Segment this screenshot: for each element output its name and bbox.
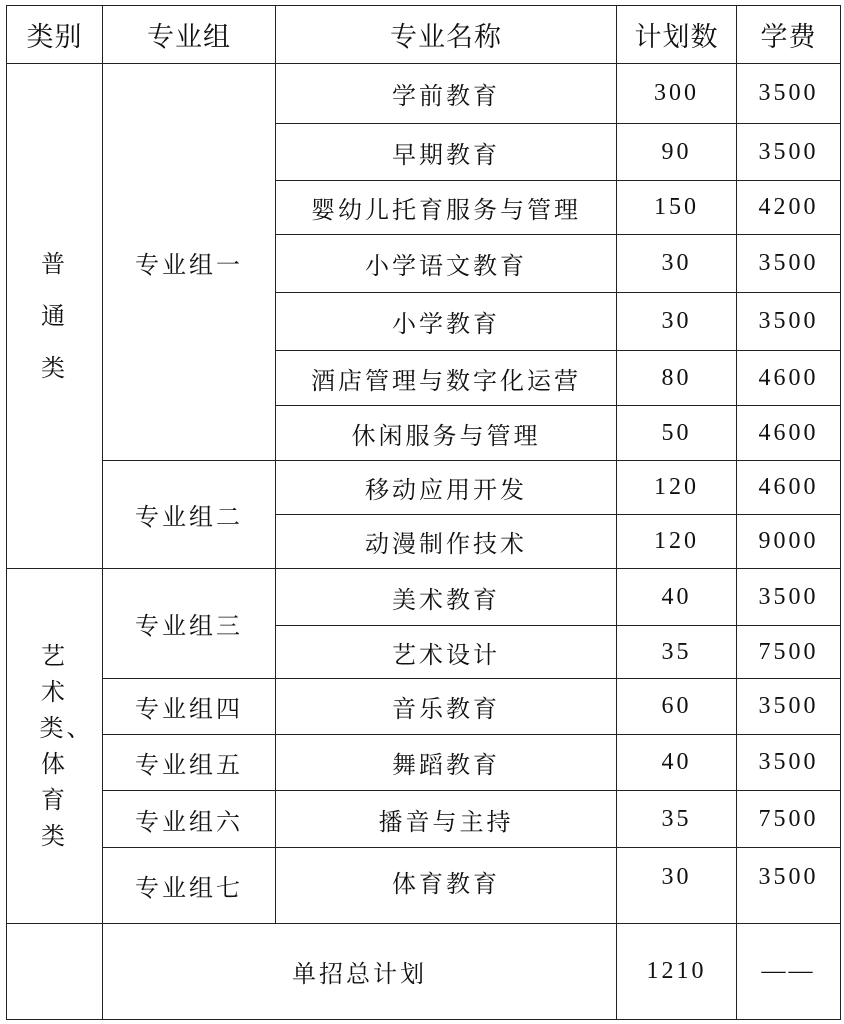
header-fee: 学费 <box>737 6 841 64</box>
quota-value: 30 <box>617 293 737 351</box>
major-name: 休闲服务与管理 <box>276 406 617 461</box>
category-arts-sports-label: 艺术类、体育类 <box>39 642 94 850</box>
quota-value: 120 <box>617 515 737 569</box>
major-name: 学前教育 <box>276 64 617 124</box>
table-row <box>7 848 841 924</box>
quota-value: 80 <box>617 351 737 406</box>
enrollment-plan-table <box>6 5 841 1020</box>
fee-value: 3500 <box>737 64 841 124</box>
table-row <box>7 735 841 791</box>
total-fee: —— <box>737 924 841 1020</box>
major-name: 音乐教育 <box>276 679 617 735</box>
header-row <box>7 6 841 64</box>
major-name: 舞蹈教育 <box>276 735 617 791</box>
group-6: 专业组六 <box>103 791 276 848</box>
fee-value: 4200 <box>737 181 841 235</box>
fee-value: 3500 <box>737 124 841 181</box>
major-name: 美术教育 <box>276 569 617 626</box>
fee-value: 4600 <box>737 406 841 461</box>
quota-value: 40 <box>617 569 737 626</box>
category-general <box>7 64 103 569</box>
category-arts-sports <box>7 569 103 924</box>
fee-value: 3500 <box>737 293 841 351</box>
quota-value: 30 <box>617 848 737 924</box>
major-name: 早期教育 <box>276 124 617 181</box>
major-name: 体育教育 <box>276 848 617 924</box>
total-empty-cell <box>7 924 103 1020</box>
table-row <box>7 569 841 626</box>
quota-value: 150 <box>617 181 737 235</box>
total-label: 单招总计划 <box>103 924 617 1020</box>
quota-value: 30 <box>617 235 737 293</box>
header-quota: 计划数 <box>617 6 737 64</box>
major-name: 婴幼儿托育服务与管理 <box>276 181 617 235</box>
fee-value: 7500 <box>737 791 841 848</box>
quota-value: 35 <box>617 791 737 848</box>
quota-value: 120 <box>617 461 737 515</box>
fee-value: 7500 <box>737 626 841 679</box>
major-name: 小学教育 <box>276 293 617 351</box>
quota-value: 300 <box>617 64 737 124</box>
table-row <box>7 791 841 848</box>
group-4: 专业组四 <box>103 679 276 735</box>
fee-value: 3500 <box>737 679 841 735</box>
fee-value: 3500 <box>737 235 841 293</box>
group-7: 专业组七 <box>103 848 276 924</box>
major-name: 小学语文教育 <box>276 235 617 293</box>
fee-value: 3500 <box>737 848 841 924</box>
quota-value: 40 <box>617 735 737 791</box>
group-5: 专业组五 <box>103 735 276 791</box>
header-category: 类别 <box>7 6 103 64</box>
major-name: 移动应用开发 <box>276 461 617 515</box>
major-name: 艺术设计 <box>276 626 617 679</box>
table-row <box>7 64 841 124</box>
category-general-label: 普通类 <box>41 250 68 382</box>
header-major: 专业名称 <box>276 6 617 64</box>
quota-value: 35 <box>617 626 737 679</box>
fee-value: 4600 <box>737 461 841 515</box>
quota-value: 50 <box>617 406 737 461</box>
major-name: 酒店管理与数字化运营 <box>276 351 617 406</box>
group-3: 专业组三 <box>103 569 276 679</box>
header-group: 专业组 <box>103 6 276 64</box>
major-name: 动漫制作技术 <box>276 515 617 569</box>
total-row <box>7 924 841 1020</box>
fee-value: 3500 <box>737 735 841 791</box>
total-quota: 1210 <box>617 924 737 1020</box>
table-row <box>7 461 841 515</box>
fee-value: 3500 <box>737 569 841 626</box>
fee-value: 9000 <box>737 515 841 569</box>
quota-value: 90 <box>617 124 737 181</box>
group-1: 专业组一 <box>103 64 276 461</box>
table-row <box>7 679 841 735</box>
group-2: 专业组二 <box>103 461 276 569</box>
fee-value: 4600 <box>737 351 841 406</box>
quota-value: 60 <box>617 679 737 735</box>
major-name: 播音与主持 <box>276 791 617 848</box>
